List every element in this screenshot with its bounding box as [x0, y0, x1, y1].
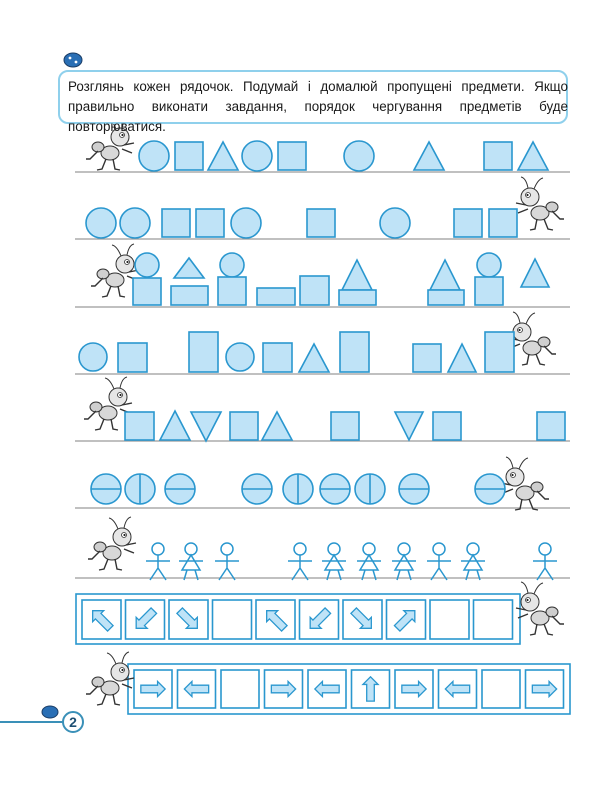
circle-shape [139, 141, 169, 171]
figure-girl-icon [392, 543, 416, 580]
arrow-box [430, 600, 469, 639]
square-shape [263, 343, 292, 372]
triangle-shape [174, 258, 204, 278]
square-shape [428, 290, 464, 305]
square-shape [484, 142, 512, 170]
tall-rect-shape [340, 332, 369, 372]
figure-boy-icon [146, 543, 170, 580]
figure-girl-icon [179, 543, 203, 580]
square-shape [475, 277, 503, 305]
arrow-box [482, 670, 520, 708]
square-shape [339, 290, 376, 305]
triangle-shape [160, 411, 190, 440]
page-number: 2 [62, 711, 84, 733]
figure-boy-icon [215, 543, 239, 580]
square-shape [300, 276, 329, 305]
triangle-shape [414, 142, 444, 170]
figure-girl-icon [357, 543, 381, 580]
square-shape [196, 209, 224, 237]
square-shape [230, 412, 258, 440]
figure-boy-icon [533, 543, 557, 580]
circle-shape [344, 141, 374, 171]
square-shape [278, 142, 306, 170]
ant-mascot-icon [86, 652, 134, 705]
circle-shape [120, 208, 150, 238]
arrow-box [221, 670, 259, 708]
triangle-down-shape [395, 412, 423, 440]
square-shape [489, 209, 517, 237]
circle-shape [231, 208, 261, 238]
ladybug-icon [42, 706, 58, 718]
ant-mascot-icon [88, 517, 136, 570]
triangle-shape [208, 142, 238, 170]
ladybug-spot [69, 57, 72, 60]
instruction-text: Розглянь кожен рядочок. Подумай і домалюй пропущені предмети. Якщо правильно виконати завдання, порядок чергування предметів буде повторюватися. [68, 79, 568, 134]
flat-rect-shape [257, 288, 295, 305]
triangle-shape [521, 259, 549, 287]
square-shape [307, 209, 335, 237]
circle-shape [135, 253, 159, 277]
square-shape [433, 412, 461, 440]
square-shape [171, 286, 208, 305]
square-shape [413, 344, 441, 372]
figure-boy-icon [288, 543, 312, 580]
square-shape [118, 343, 147, 372]
square-shape [125, 412, 154, 440]
ant-mascot-icon [516, 177, 564, 230]
triangle-shape [299, 344, 329, 372]
circle-shape [380, 208, 410, 238]
circle-shape [79, 343, 107, 371]
square-shape [162, 209, 190, 237]
triangle-down-shape [191, 412, 221, 441]
arrow-box [213, 600, 252, 639]
tall-rect-shape [189, 332, 218, 372]
figure-girl-icon [461, 543, 485, 580]
square-shape [537, 412, 565, 440]
triangle-shape [430, 260, 460, 290]
ant-mascot-icon [516, 582, 564, 635]
circle-shape [220, 253, 244, 277]
square-shape [218, 277, 246, 305]
ant-mascot-icon [508, 312, 556, 365]
figure-girl-icon [322, 543, 346, 580]
circle-shape [477, 253, 501, 277]
figure-boy-icon [427, 543, 451, 580]
triangle-shape [262, 412, 292, 440]
square-shape [133, 278, 161, 305]
arrow-box [474, 600, 513, 639]
ant-mascot-icon [91, 244, 139, 297]
triangle-shape [342, 260, 372, 290]
circle-shape [226, 343, 254, 371]
ladybug-icon [64, 53, 82, 67]
square-shape [454, 209, 482, 237]
tall-rect-shape [485, 332, 514, 372]
square-shape [331, 412, 359, 440]
ladybug-spot [75, 61, 78, 64]
triangle-shape [448, 344, 476, 372]
circle-shape [86, 208, 116, 238]
ant-mascot-icon [501, 457, 549, 510]
square-shape [175, 142, 203, 170]
triangle-shape [518, 142, 548, 170]
circle-shape [242, 141, 272, 171]
